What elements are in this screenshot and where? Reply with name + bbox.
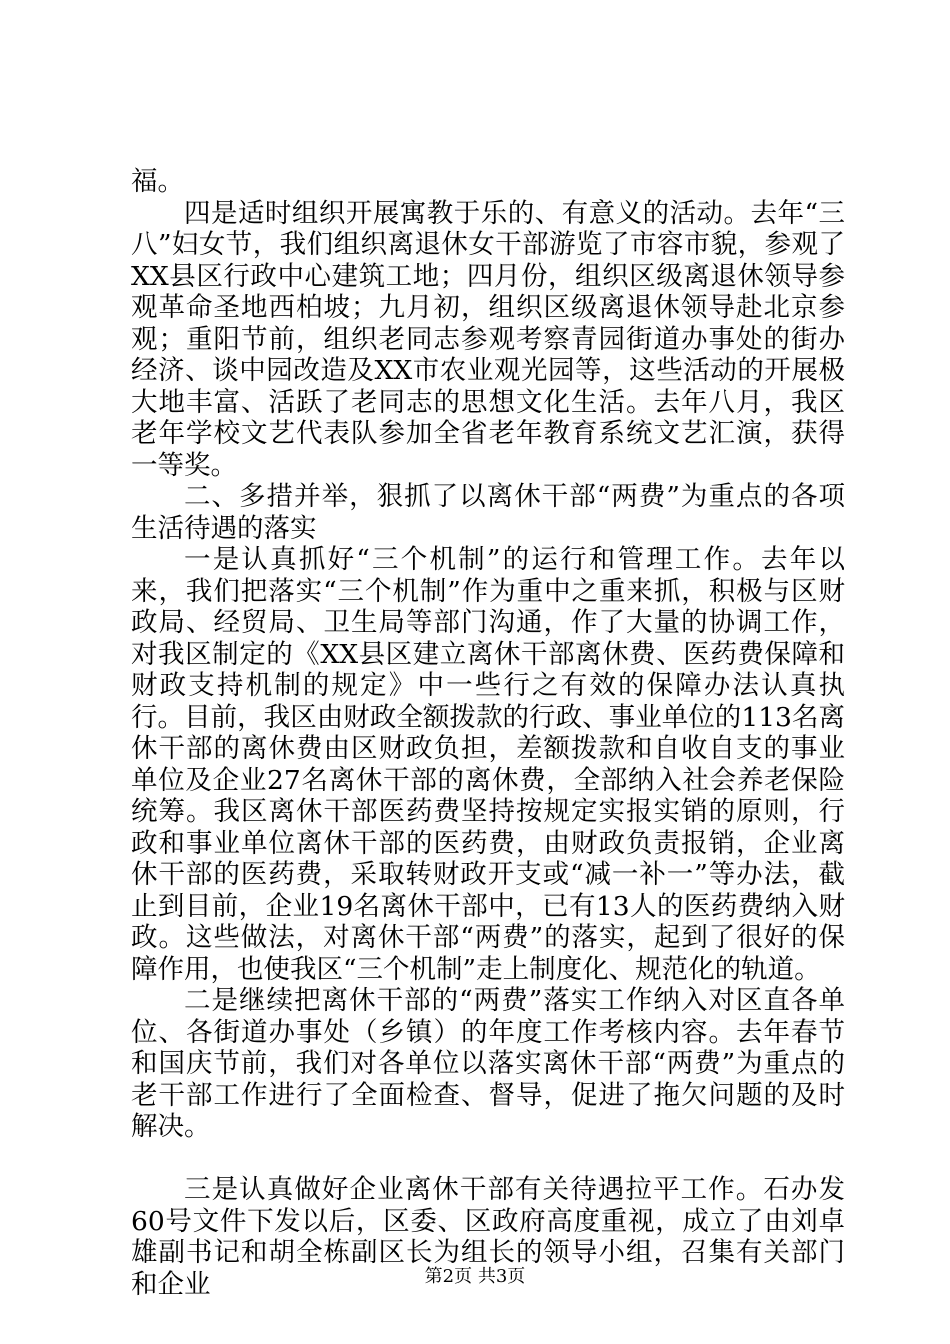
page-footer: 第2页 共3页 [424,1266,526,1287]
paragraph-activities: 四是适时组织开展寓教于乐的、有意义的活动。去年“三八”妇女节，我们组织离退休女干部游览了市容市貌，参观了XX县区行政中心建筑工地；四月份，组织区级离退休领导参观革命圣地西柏坡；九月初，组织区级离退休领导赴北京参观；重阳节前，组织老同志参观考察青园街道办事处的街办经济、谈中园改造及XX市农业观光园等，这些活动的开展极大地丰富、活跃了老同志的思想文化生活。去年八月，我区老年学校文艺代表队参加全省老年教育系统文艺汇演，获得一等奖。 [131,197,845,481]
paragraph-three-mechanisms: 一是认真抓好“三个机制”的运行和管理工作。去年以来，我们把落实“三个机制”作为重中之重来抓，积极与区财政局、经贸局、卫生局等部门沟通，作了大量的协调工作，对我区制定的《XX县区建立离休干部离休费、医药费保障和财政支持机制的规定》中一些行之有效的保障办法认真执行。目前，我区由财政全额拨款的行政、事业单位的113名离休干部的离休费由区财政负担，差额拨款和自收自支的事业单位及企业27名离休干部的离休费，全部纳入社会养老保险统筹。我区离休干部医药费坚持按规定实报实销的原则，行政和事业单位离休干部的医药费，由财政负责报销，企业离休干部的医药费，采取转财政开支或“减一补一”等办法，截止到目前，企业19名离休干部中，已有13人的医药费纳入财政。这些做法，对离休干部“两费”的落实，起到了很好的保障作用，也使我区“三个机制”走上制度化、规范化的轨道。 [131,544,845,985]
document-body [131,166,845,1300]
section-heading: 二、多措并举，狠抓了以离休干部“两费”为重点的各项生活待遇的落实 [131,481,845,544]
paragraph-enterprise-treatment: 三是认真做好企业离休干部有关待遇拉平工作。石办发60号文件下发以后，区委、区政府高度重视，成立了由刘卓雄副书记和胡全栋副区长为组长的领导小组，召集有关部门和企业 [131,1174,845,1300]
paragraph-continuation: 福。 [131,166,184,197]
paragraph-assessment: 二是继续把离休干部的“两费”落实工作纳入对区直各单位、各街道办事处（乡镇）的年度工作考核内容。去年春节和国庆节前，我们对各单位以落实离休干部“两费”为重点的老干部工作进行了全面检查、督导，促进了拖欠问题的及时解决。 [131,985,845,1142]
